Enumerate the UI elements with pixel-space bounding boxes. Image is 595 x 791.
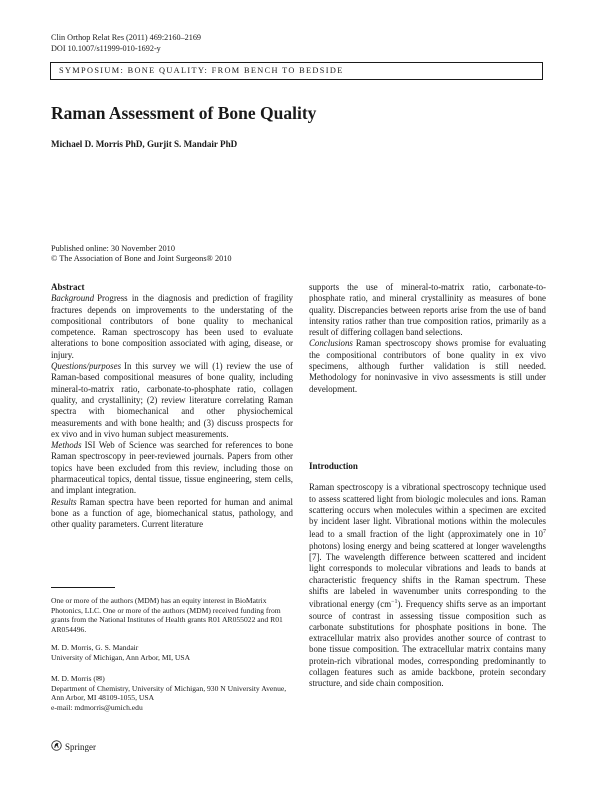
springer-horse-icon bbox=[51, 740, 62, 753]
published-date: Published online: 30 November 2010 bbox=[51, 244, 175, 253]
copyright-line: © The Association of Bone and Joint Surgeons® 2010 bbox=[51, 254, 232, 264]
introduction-heading: Introduction bbox=[309, 461, 358, 471]
abstract-continued bbox=[309, 282, 546, 395]
abstract-methods: Methods ISI Web of Science was searched for references to bone Raman spectroscopy in peer-reviewed journals. Papers from other topics have been excluded from this review, including those on pharmaceutical topics, dental tissue, tissue engineering, stem cells, and implant integration. bbox=[51, 440, 293, 496]
results-label: Results bbox=[51, 496, 77, 507]
affiliation-institution: University of Michigan, Ann Arbor, MI, USA bbox=[51, 652, 191, 662]
journal-citation: Clin Orthop Relat Res (2011) 469:2160–2169 bbox=[51, 33, 202, 42]
correspondence-address bbox=[51, 674, 293, 712]
abstract-conclusions: Conclusions Raman spectroscopy shows promise for evaluating the compositional contributors of bone quality in ex vivo specimens, although further validation is still needed. Methodology for noninvasive in vivo assessments is still under development. bbox=[309, 338, 546, 394]
article-title: Raman Assessment of Bone Quality bbox=[51, 103, 317, 123]
abstract-background: Background Progress in the diagnosis and prediction of fragility fractures depends on improvements to the understating of the compositional contributors of bone quality to mechanical competence. Raman spectroscopy has been used to evaluate alterations to bone composition associated with aging, disease, or injury. bbox=[51, 293, 293, 360]
disclosure-footnote: One or more of the authors (MDM) has an equity interest in BioMatrix Photonics, LLC. One or more of the authors (MDM) received funding from grants from the National Institutes of Health grants R01 AR055022 and R01 AR054496. bbox=[51, 596, 283, 634]
introduction-section bbox=[309, 461, 546, 690]
symposium-label: SYMPOSIUM: BONE QUALITY: FROM BENCH TO BEDSIDE bbox=[59, 66, 344, 75]
questions-label: Questions/purposes bbox=[51, 361, 122, 372]
publisher-name: Springer bbox=[65, 741, 96, 752]
affiliation-names: M. D. Morris, G. S. Mandair bbox=[51, 643, 139, 652]
doi: DOI 10.1007/s11999-010-1692-y bbox=[51, 43, 161, 53]
running-header bbox=[51, 33, 201, 54]
introduction-paragraph: Raman spectroscopy is a vibrational spectroscopy technique used to assess scattered light from biologic molecules and ions. Raman scattering occurs when molecules within a specimen are excited by incident laser light. Vibrational motions within the molecules lead to a small fraction of the light (approximately one in $10^7$ photons) losing energy and being scattered at longer wavelengths [7]. The wavelength difference between scattered and incident light corresponds to molecular vibrations and leads to bands at characteristic frequency shifts in the Raman spectrum. These shifts are labeled in wavenumber units corresponding to the vibrational energy $(cm^{-1})$. Frequency shifts serve as an important source of contrast in assessing tissue composition such as carbonate substitutions for phosphate positions in bone. The extracellular matrix also provides another source of contrast to bone tissue composition. The extracellular matrix contains many protein-rich vibrational modes, corresponding predominantly to collagen features such as amide backbone, protein secondary structure, and side chain composition. bbox=[309, 482, 546, 689]
author-affiliation bbox=[51, 643, 293, 662]
abstract-heading: Abstract bbox=[51, 282, 85, 292]
abstract-column bbox=[51, 282, 293, 531]
footnote-divider bbox=[51, 587, 115, 588]
correspondence-name: M. D. Morris (✉) bbox=[51, 674, 105, 683]
correspondence-department: Department of Chemistry, University of Michigan, 930 N University Avenue, Ann Arbor, MI 48109-1055, USA bbox=[51, 683, 287, 703]
abstract-results-continued: supports the use of mineral-to-matrix ratio, carbonate-to-phosphate ratio, and mineral crystallinity as measures of bone quality. Discrepancies between reports arise from the use of band intensity ratios rather than true composition ratios, primarily as a result of differing collagen band selections. bbox=[309, 282, 546, 338]
conclusions-label: Conclusions bbox=[309, 338, 353, 349]
background-label: Background bbox=[51, 293, 95, 304]
author-list: Michael D. Morris PhD, Gurjit S. Mandair PhD bbox=[51, 139, 238, 149]
correspondence-email[interactable]: e-mail: mdmorris@umich.edu bbox=[51, 702, 143, 712]
symposium-banner bbox=[50, 62, 543, 80]
methods-label: Methods bbox=[51, 440, 82, 451]
abstract-questions: Questions/purposes In this survey we will (1) review the use of Raman-based compositional measures of bone quality, including mineral-to-matrix ratio, carbonate-to-phosphate ratio, collagen quality, and crystallinity; (2) review literature correlating Raman spectra with biomechanical and other physiochemical measurements and with bone health; and (3) discuss prospects for ex vivo and in vivo human subject measurements. bbox=[51, 361, 293, 439]
publisher-mark bbox=[51, 740, 96, 753]
publication-info bbox=[51, 244, 232, 264]
abstract-results: Results Raman spectra have been reported for human and animal bone as a function of age, biomechanical status, pathology, and other quality parameters. Current literature bbox=[51, 496, 293, 530]
